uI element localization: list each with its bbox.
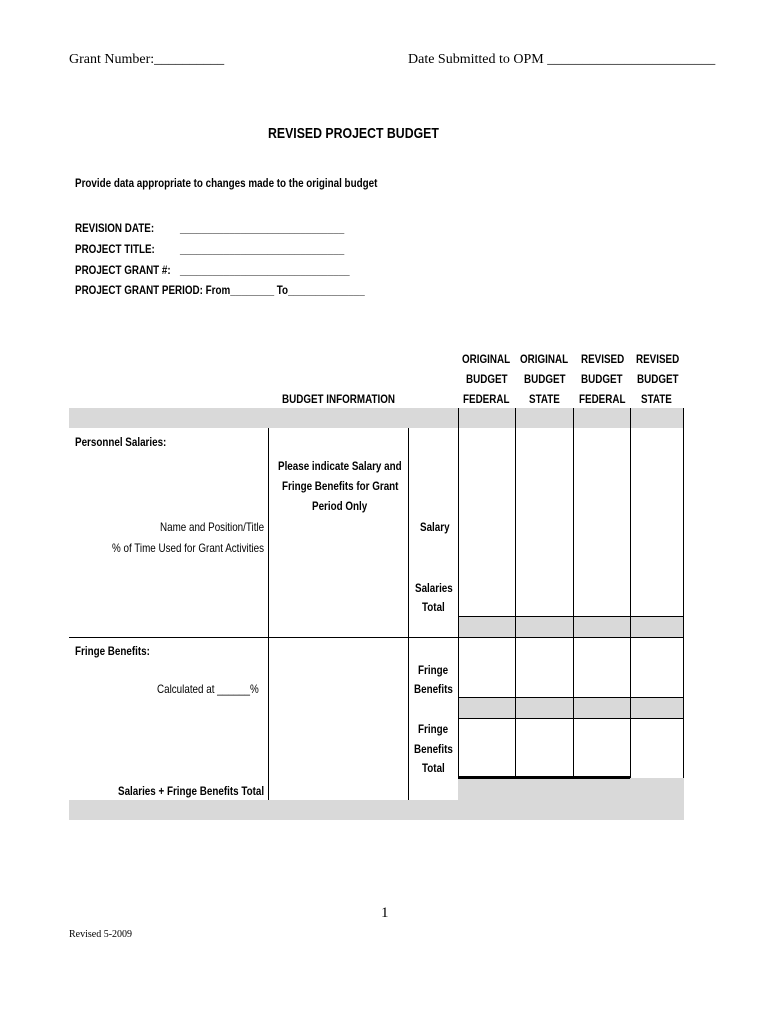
column-line: ORIGINAL	[520, 352, 569, 366]
divider	[458, 718, 684, 719]
divider	[458, 776, 630, 779]
column-line: BUDGET	[581, 372, 623, 386]
salary-note: Fringe Benefits for Grant	[282, 479, 399, 493]
fringe-total-label: Benefits	[414, 742, 453, 756]
divider	[408, 428, 409, 800]
column-line: STATE	[641, 392, 672, 406]
divider	[458, 616, 684, 617]
name-position-label: Name and Position/Title	[160, 520, 265, 534]
revision-date-field[interactable]: ______________________________	[180, 221, 345, 235]
fringe-total-label: Total	[422, 761, 445, 775]
divider	[683, 408, 684, 778]
project-grant-field[interactable]: _______________________________	[180, 263, 350, 277]
column-line: BUDGET	[466, 372, 508, 386]
divider	[515, 408, 516, 778]
column-line: REVISED	[636, 352, 680, 366]
instructions: Provide data appropriate to changes made to the original budget	[75, 176, 378, 190]
salary-note: Period Only	[312, 499, 368, 513]
grant-number-label: Grant Number:__________	[69, 52, 225, 67]
bottom-shade-row	[69, 800, 684, 820]
divider	[630, 408, 631, 778]
fringe-label: Benefits	[414, 682, 453, 696]
project-title-field[interactable]: ______________________________	[180, 242, 345, 256]
percent-time-label: % of Time Used for Grant Activities	[112, 541, 265, 555]
column-line: STATE	[529, 392, 560, 406]
salaries-total-label: Total	[422, 600, 445, 614]
column-line: REVISED	[581, 352, 625, 366]
page-title: REVISED PROJECT BUDGET	[268, 125, 439, 142]
salaries-total-shade	[458, 617, 684, 637]
date-submitted-label: Date Submitted to OPM ________________________	[408, 52, 716, 67]
column-line: FEDERAL	[579, 392, 626, 406]
grand-total-label: Salaries + Fringe Benefits Total	[118, 784, 265, 798]
salaries-total-label: Salaries	[415, 581, 453, 595]
project-grant-period[interactable]: PROJECT GRANT PERIOD: From________ To______________	[75, 283, 365, 297]
calculated-at-field[interactable]: Calculated at ______%	[157, 682, 259, 696]
divider	[458, 697, 684, 698]
personnel-salaries-label: Personnel Salaries:	[75, 435, 167, 449]
divider	[268, 428, 269, 800]
revision-date-label: REVISION DATE:	[75, 221, 155, 235]
budget-information-header: BUDGET INFORMATION	[282, 392, 395, 406]
header-shade-row	[69, 408, 684, 428]
column-line: BUDGET	[637, 372, 679, 386]
salary-note: Please indicate Salary and	[278, 459, 402, 473]
revised-note: Revised 5-2009	[69, 929, 133, 940]
salary-label: Salary	[420, 520, 450, 534]
project-grant-label: PROJECT GRANT #:	[75, 263, 171, 277]
page-number: 1	[381, 905, 389, 921]
column-line: ORIGINAL	[462, 352, 511, 366]
fringe-total-label: Fringe	[418, 722, 449, 736]
fringe-benefits-label: Fringe Benefits:	[75, 644, 150, 658]
divider	[458, 408, 459, 778]
fringe-label: Fringe	[418, 663, 449, 677]
column-line: BUDGET	[524, 372, 566, 386]
divider	[573, 408, 574, 778]
fringe-shade	[458, 698, 684, 718]
divider	[69, 637, 458, 638]
fringe-total-shade	[458, 778, 684, 800]
column-line: FEDERAL	[463, 392, 510, 406]
divider	[458, 637, 684, 638]
project-title-label: PROJECT TITLE:	[75, 242, 155, 256]
